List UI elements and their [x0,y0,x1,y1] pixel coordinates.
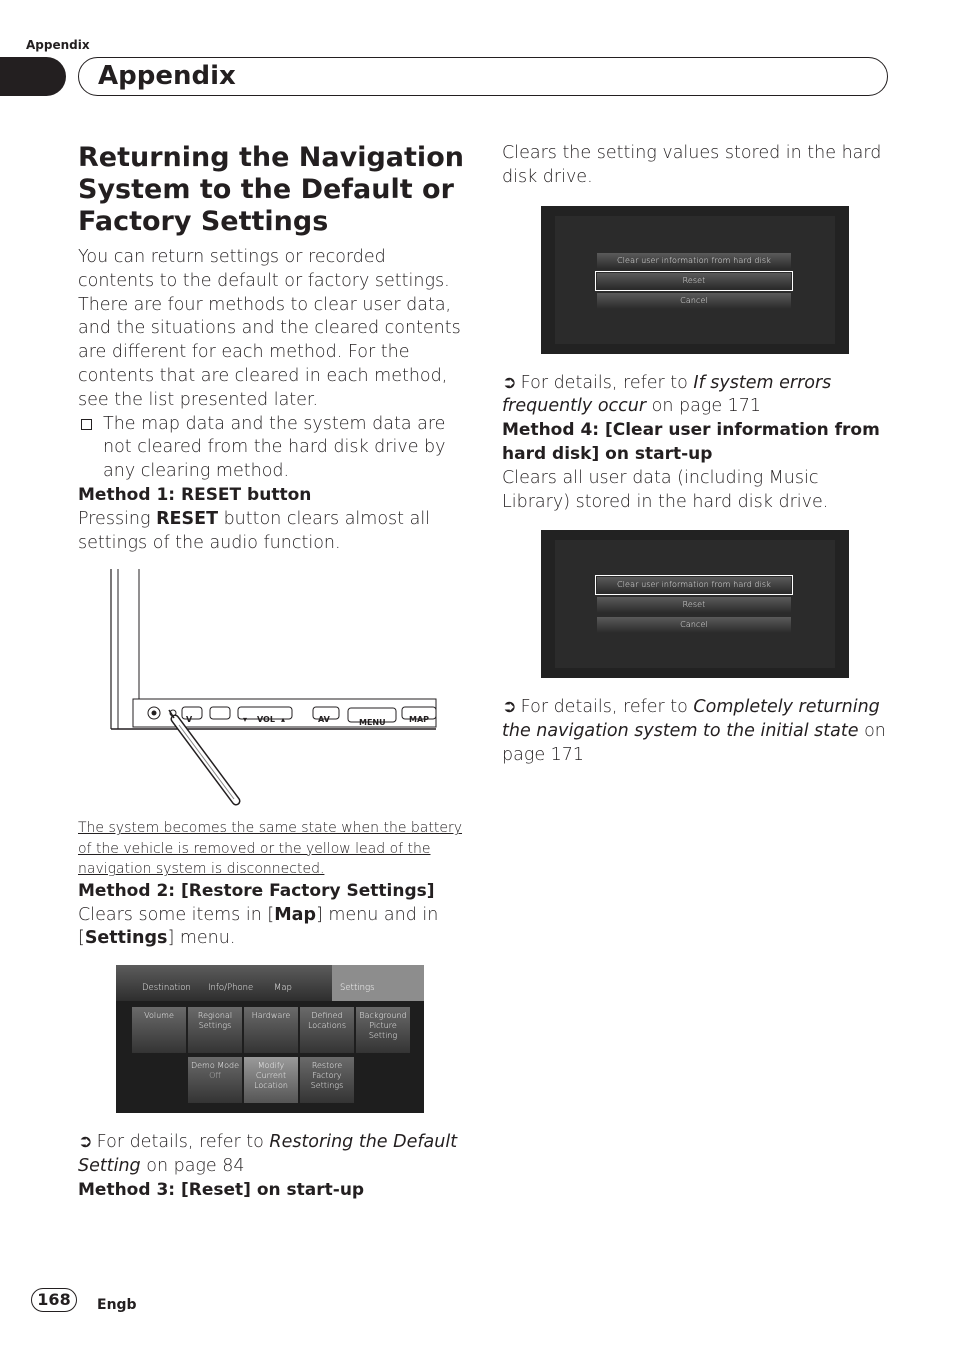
device-vol-button: VOL [257,715,275,725]
device-caption: The system becomes the same state when the battery of the vehicle is removed or the yellow lead of the navigation system is disconnected. [78,820,463,878]
method2-text-1: Clears some items in [ [78,904,275,925]
reference-2 [502,372,892,420]
method2-settings-bold: Settings [84,928,168,949]
menu-clear-user-info: Clear user information from hard disk [597,253,791,269]
method1-text-post: button clears almost all settings of the audio function. [78,508,431,553]
device-v-button: V [186,715,193,725]
running-head: Appendix [26,38,90,52]
ref1-link-text: Restoring the Default Setting [78,1132,458,1177]
ref1-pre: For details, refer to [96,1132,270,1153]
menu-reset-selected: Reset [597,273,791,289]
ref1-post: on page 84 [140,1156,245,1177]
tile-defined-locations: Defined Locations [300,1007,354,1053]
tab-settings: Settings [340,983,375,994]
arrow-icon: ➲ [502,697,517,718]
settings-tabs-row [116,965,424,1001]
intro-paragraph: You can return settings or recorded contents to the default or factory settings. There are four methods to clear user data, and the situations and the cleared contents are different for each method. For the contents that are cleared in each method, see the list presented later. [78,247,461,410]
tile-restore-factory-settings: Restore Factory Settings [300,1057,354,1103]
settings-menu-screenshot [116,965,424,1113]
method4-heading: Method 4: [Clear user information from hard disk] on start-up [502,420,880,464]
arrow-icon: ➲ [78,1132,93,1153]
ref2-pre: For details, refer to [520,372,694,393]
page-number: 168 [31,1288,77,1312]
menu-cancel: Cancel [597,293,791,309]
ref3-pre: For details, refer to [520,697,694,718]
reference-1 [78,1131,466,1179]
arrow-icon: ➲ [502,372,517,393]
tile-demo-mode-value: Off [209,1071,221,1081]
device-menu-button: MENU [359,718,386,728]
right-column [502,142,892,768]
menu-cancel: Cancel [597,617,791,633]
tile-modify-current-location: Modify Current Location [244,1057,298,1103]
tab-destination: Destination [142,983,191,994]
section-title: Appendix [98,61,236,91]
tab-info-phone: Info/Phone [208,983,254,994]
tile-hardware: Hardware [244,1007,298,1053]
tile-demo-mode-label: Demo Mode [190,1061,240,1071]
clear-user-info-screenshot [541,530,849,678]
method1-text-pre: Pressing [78,508,157,529]
device-illustration [78,569,468,814]
method2-text-2: ] menu and in [ [78,904,439,949]
method2-description [78,904,466,952]
ref2-post: on page 171 [646,396,762,417]
method1-heading: Method 1: RESET button [78,484,312,505]
note-text: The map data and the system data are not cleared from the hard disk drive by any clearing method. [103,413,446,482]
language-code: Engb [97,1297,137,1313]
menu-clear-user-info-selected: Clear user information from hard disk [597,577,791,593]
tile-volume: Volume [132,1007,186,1053]
tile-regional-settings: Regional Settings [188,1007,242,1053]
method2-heading: Method 2: [Restore Factory Settings] [78,880,435,901]
reference-3 [502,696,892,767]
left-column [78,142,466,1203]
method2-map-bold: Map [274,904,316,925]
page-title: Returning the Navigation System to the Default or Factory Settings [78,142,464,237]
tile-background-picture: Background Picture Setting [356,1007,410,1053]
menu-reset: Reset [597,597,791,613]
tile-demo-mode [188,1057,242,1103]
device-av-button: AV [318,715,330,725]
section-tab-marker [0,57,66,96]
reset-startup-screenshot [541,206,849,354]
note-item [78,413,466,484]
head-unit-panel-icon [78,569,468,814]
method2-text-3: ] menu. [167,928,236,949]
method1-description [78,508,466,556]
ref3-link-text: Completely returning the navigation system to the initial state [502,697,880,742]
device-vol-label: ▾ [243,715,248,725]
method3-heading: Method 3: [Reset] on start-up [78,1179,365,1200]
ref3-post: on page 171 [502,721,886,765]
method3-description: Clears the setting values stored in the hard disk drive. [502,143,882,187]
checkbox-bullet-icon [81,419,92,430]
method1-text-bold: RESET [156,508,219,529]
method4-description: Clears all user data (including Music Library) stored in the hard disk drive. [502,467,829,512]
tab-map: Map [274,983,292,994]
ref2-link-text: If system errors frequently occur [502,372,832,417]
device-vol-up-icon: ▴ [281,715,286,725]
device-map-button: MAP [409,715,430,725]
